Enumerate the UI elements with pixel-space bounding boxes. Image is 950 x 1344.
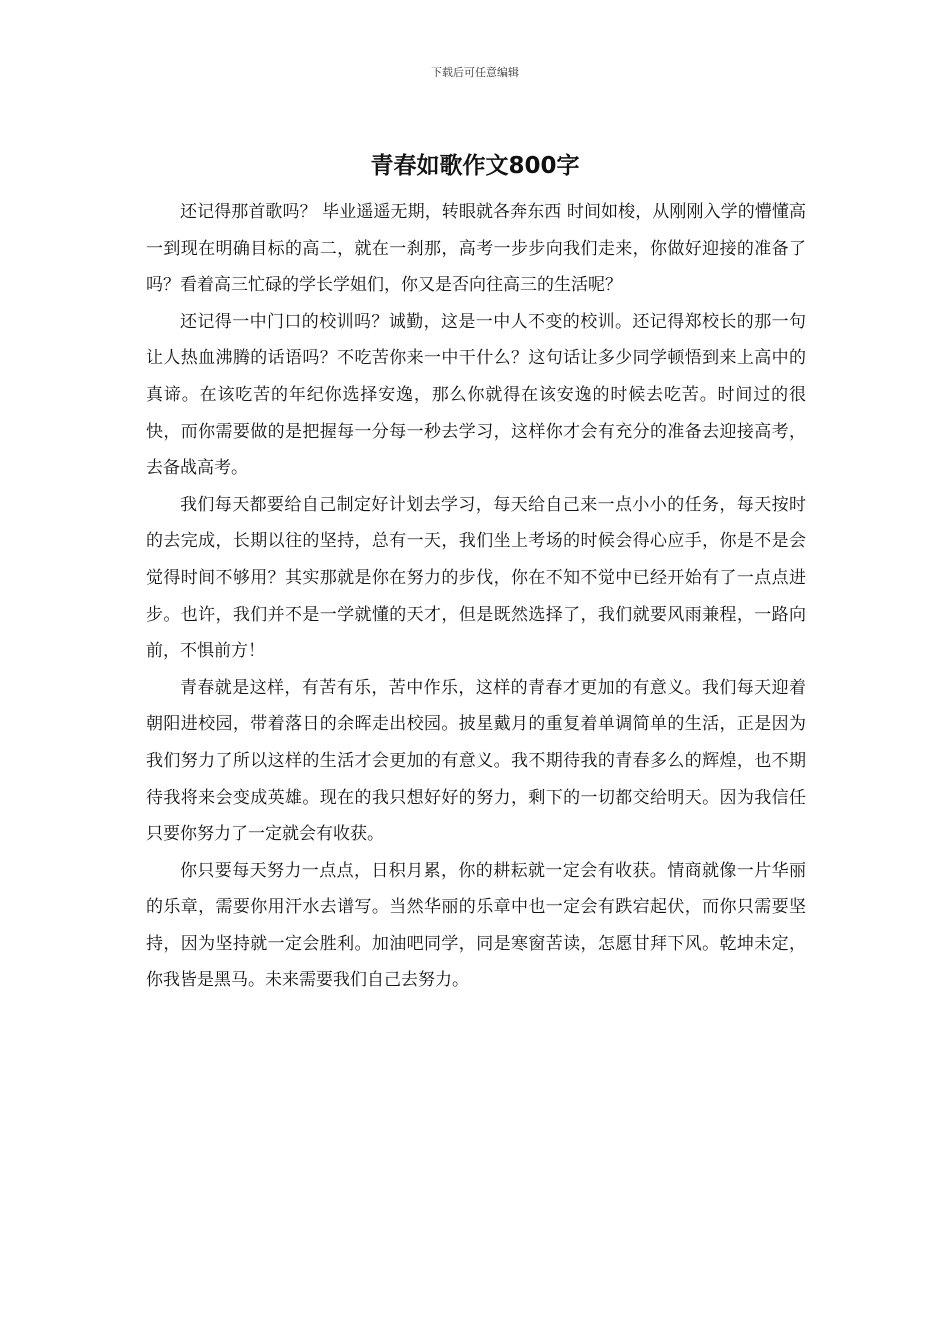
document-body — [146, 194, 806, 999]
paragraph-1: 还记得那首歌吗？ 毕业遥遥无期，转眼就各奔东西 时间如梭，从刚刚入学的懵懂高一到现在明确目标的高二，就在一刹那，高考一步步向我们走来，你做好迎接的准备了吗？看着高三忙碌的学长学姐们，你又是否向往高三的生活呢？ — [146, 202, 806, 296]
paragraph-2: 还记得一中门口的校训吗？诚勤，这是一中人不变的校训。还记得郑校长的那一句让人热血沸腾的话语吗？不吃苦你来一中干什么？这句话让多少同学顿悟到来上高中的真谛。在该吃苦的年纪你选择安逸，那么你就得在该安逸的时候去吃苦。时间过的很快，而你需要做的是把握每一分每一秒去学习，这样你才会有充分的准备去迎接高考，去备战高考。 — [146, 311, 806, 479]
paragraph-3: 我们每天都要给自己制定好计划去学习，每天给自己来一点小小的任务，每天按时的去完成，长期以往的坚持，总有一天，我们坐上考场的时候会得心应手，你是不是会觉得时间不够用？其实那就是你在努力的步伐，你在不知不觉中已经开始有了一点点进步。也许，我们并不是一学就懂的天才，但是既然选择了，我们就要风雨兼程，一路向前，不惧前方！ — [146, 494, 806, 662]
header-note: 下载后可任意编辑 — [431, 66, 519, 79]
paragraph-4: 青春就是这样，有苦有乐，苦中作乐，这样的青春才更加的有意义。我们每天迎着朝阳进校园，带着落日的余晖走出校园。披星戴月的重复着单调简单的生活，正是因为我们努力了所以这样的生活才会更加的有意义。我不期待我的青春多么的辉煌，也不期待我将来会变成英雄。现在的我只想好好的努力，剩下的一切都交给明天。因为我信任只要你努力了一定就会有收获。 — [146, 677, 806, 845]
document-title: 青春如歌作文800字 — [370, 153, 580, 179]
paragraph-5: 你只要每天努力一点点，日积月累，你的耕耘就一定会有收获。情商就像一片华丽的乐章，需要你用汗水去谱写。当然华丽的乐章中也一定会有跌宕起伏，而你只需要坚持，因为坚持就一定会胜利。加油吧同学，同是寒窗苦读，怎愿甘拜下风。乾坤未定，你我皆是黑马。未来需要我们自己去努力。 — [146, 860, 806, 991]
